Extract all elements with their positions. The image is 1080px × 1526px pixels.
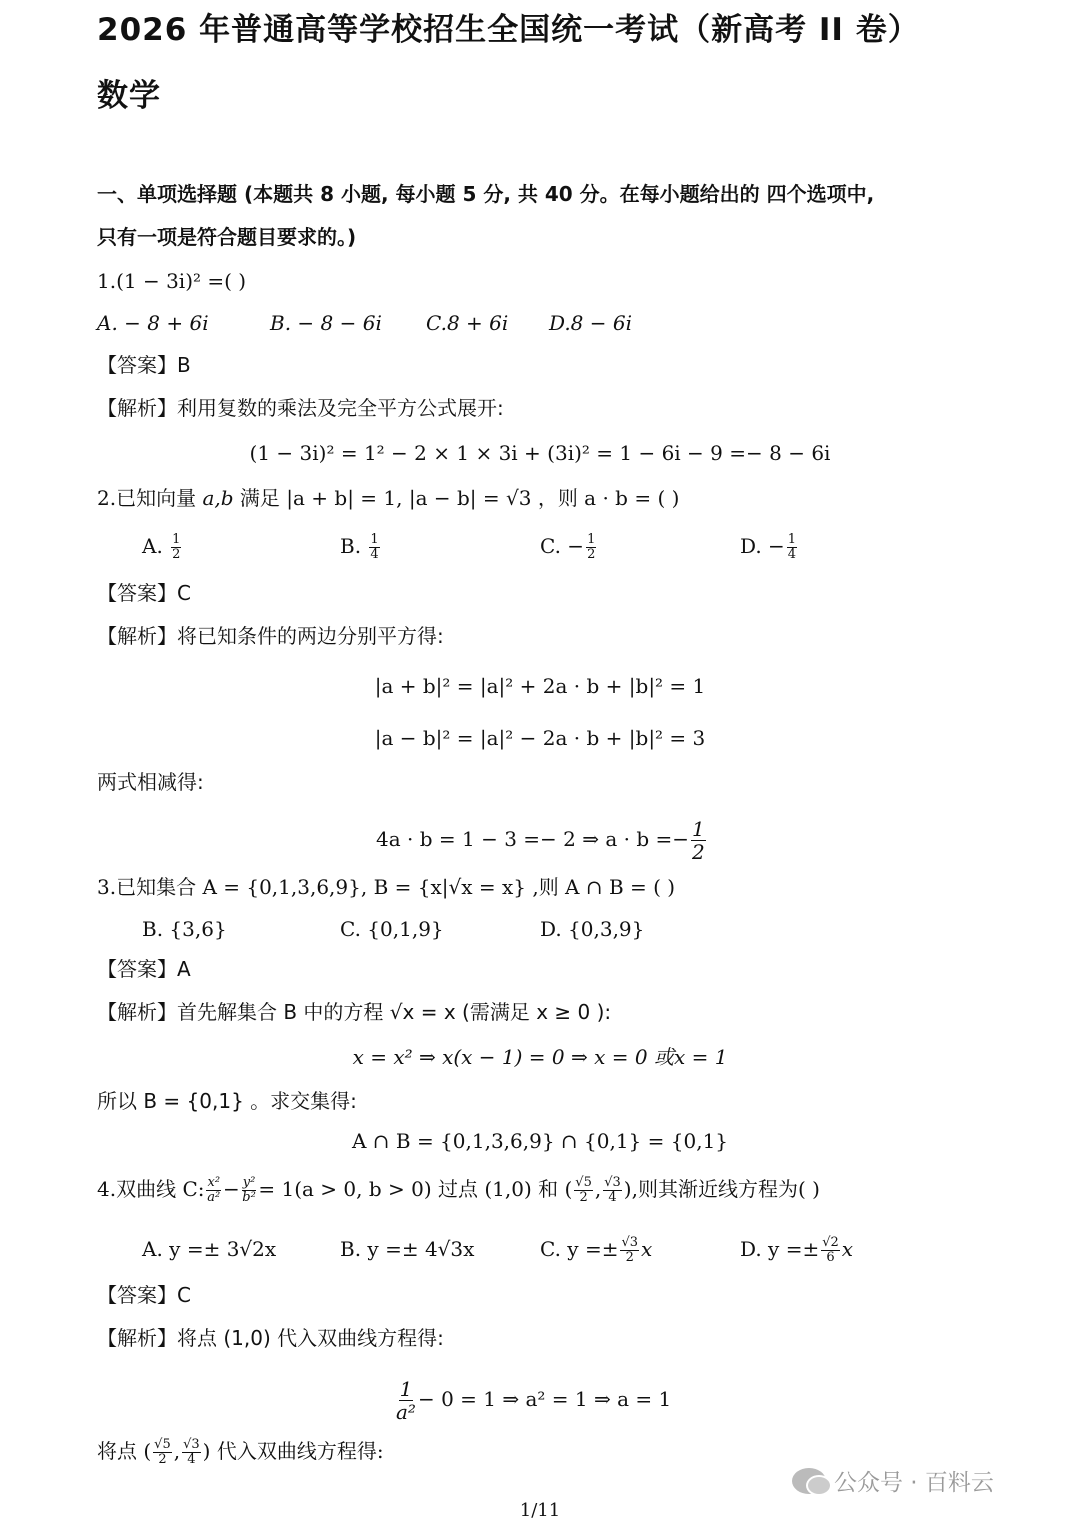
q3-option-c: C. {0,1,9} <box>340 917 444 941</box>
q2-option-d-label: D. − <box>740 534 785 558</box>
q4-option-b: B. y =± 4√3x <box>340 1237 475 1261</box>
q4-option-c: C. y =± $\frac{√3}{2}$ x <box>540 1235 653 1265</box>
q2-equation-3-den: 2 <box>692 840 705 864</box>
q4-last-p1-den: 2 <box>158 1452 167 1467</box>
q4-fy-num: y² <box>242 1175 256 1190</box>
q4-analysis: 【解析】将点 (1,0) 代入双曲线方程得: <box>97 1326 444 1350</box>
q1-analysis: 【解析】利用复数的乘法及完全平方公式展开: <box>97 396 504 420</box>
q4-stem: 4.双曲线 C: $\frac{\text{x²}}{\text{a²}}$ − $\frac{\text{y²}}{\text{b²}}$ = 1(a > 0, b > 0) 过点 (1,0) 和 ( $\frac{√5}{2}$ , $\frac{√3}{4}$ ),则其渐近线方程为( ) <box>97 1175 820 1205</box>
q4-last-a: 将点 <box>97 1439 137 1463</box>
watermark-text: 公众号 · 百料云 <box>834 1470 994 1496</box>
q4-p2-num: √3 <box>604 1175 621 1190</box>
section-header-line2: 只有一项是符合题目要求的。) <box>97 225 357 249</box>
q2-option-a-label: A. <box>142 534 170 558</box>
q1-option-d: D.8 − 6i <box>549 311 632 335</box>
q2-option-c <box>540 533 598 562</box>
q2-analysis: 【解析】将已知条件的两边分别平方得: <box>97 624 444 648</box>
q4-option-d-den: 6 <box>826 1250 835 1265</box>
q4-equation-1-den: a² <box>396 1400 416 1424</box>
q4-p1-den: 2 <box>579 1190 588 1205</box>
q4-equation-1-rest: − 0 = 1 ⇒ a² = 1 ⇒ a = 1 <box>417 1387 672 1411</box>
q2-equation-1: |a + b|² = |a|² + 2a · b + |b|² = 1 <box>374 674 706 698</box>
q4-last-p1-num: √5 <box>154 1437 171 1452</box>
q4-stem-a: 4.双曲线 C: <box>97 1177 205 1201</box>
q1-equation: (1 − 3i)² = 1² − 2 × 1 × 3i + (3i)² = 1 − 6i − 9 =− 8 − 6i <box>249 441 831 465</box>
q2-option-b-num: 1 <box>370 532 379 547</box>
subject-title: 数学 <box>97 78 161 114</box>
q1-option-b: B. − 8 − 6i <box>270 311 382 335</box>
q1-option-a: A. − 8 + 6i <box>97 311 209 335</box>
q2-equation-3-num: 1 <box>692 817 705 841</box>
q3-answer: 【答案】A <box>97 957 191 981</box>
q3-equation-2: A ∩ B = {0,1,3,6,9} ∩ {0,1} = {0,1} <box>351 1129 729 1153</box>
watermark <box>792 1464 994 1497</box>
section-header-line1: 一、单项选择题 (本题共 8 小题, 每小题 5 分, 共 40 分。在每小题给出的 四个选项中, <box>97 182 875 206</box>
q4-option-d: D. y =± $\frac{√2}{6}$ x <box>740 1235 854 1265</box>
q4-stem-c: ,则其渐近线方程为( ) <box>631 1177 820 1201</box>
q4-last-p2-den: 4 <box>187 1452 196 1467</box>
q4-last-p2-num: √3 <box>183 1437 200 1452</box>
q2-stem-vars: a,b <box>202 486 234 510</box>
q4-p2-den: 4 <box>608 1190 617 1205</box>
q3-analysis: 【解析】首先解集合 B 中的方程 √x = x (需满足 x ≥ 0 ): <box>97 1000 612 1024</box>
q4-fx-num: x² <box>207 1175 221 1190</box>
page-number: 1/11 <box>519 1500 561 1521</box>
q4-last-line: 将点 ( $\frac{√5}{2}$ , $\frac{√3}{4}$ ) 代入双曲线方程得: <box>97 1437 384 1467</box>
q4-equation-1-num: 1 <box>399 1377 413 1401</box>
q2-stem <box>97 485 679 511</box>
q4-p1-num: √5 <box>575 1175 592 1190</box>
q2-option-c-num: 1 <box>587 532 596 547</box>
q2-equation-3-left: 4a · b = 1 − 3 =− 2 ⇒ a · b =− <box>376 827 690 851</box>
q2-note: 两式相减得: <box>97 770 204 794</box>
q1-answer: 【答案】B <box>97 353 191 377</box>
q2-option-b-den: 4 <box>370 547 379 562</box>
q2-option-c-den: 2 <box>587 547 596 562</box>
q2-option-b-label: B. <box>340 534 368 558</box>
q4-option-a: A. y =± 3√2x <box>142 1237 277 1261</box>
q4-option-d-label: D. y =± <box>740 1237 820 1261</box>
q2-option-d-num: 1 <box>787 532 797 547</box>
q2-equation-3 <box>376 818 708 863</box>
exam-title: 2026 年普通高等学校招生全国统一考试（新高考 II 卷） <box>97 12 920 48</box>
q2-equation-2: |a − b|² = |a|² − 2a · b + |b|² = 3 <box>374 726 706 750</box>
q4-fy-den: b² <box>242 1190 256 1205</box>
q4-option-d-num: √2 <box>822 1235 839 1250</box>
q2-option-a-den: 2 <box>172 547 181 562</box>
q2-answer: 【答案】C <box>97 581 191 605</box>
q3-option-b: B. {3,6} <box>142 917 227 941</box>
q4-option-c-num: √3 <box>621 1235 639 1250</box>
q2-option-c-label: C. − <box>540 534 585 558</box>
q2-stem-mid: 满足 |a + b| = 1, |a − b| = √3 ，则 a · b = ( ) <box>233 486 680 510</box>
q3-stem: 3.已知集合 A = {0,1,3,6,9}, B = {x|√x = x} ,则 A ∩ B = ( ) <box>97 875 676 899</box>
q2-stem-prefix: 2.已知向量 <box>97 486 203 510</box>
q4-equation-1 <box>394 1378 671 1423</box>
q2-option-d-den: 4 <box>787 547 797 562</box>
q2-option-a <box>142 533 183 562</box>
q4-stem-b: = 1(a > 0, b > 0) 过点 (1,0) 和 <box>258 1177 559 1201</box>
q4-fx-den: a² <box>207 1190 221 1205</box>
q1-stem: 1.(1 − 3i)² =( ) <box>97 269 247 293</box>
q2-option-d <box>740 533 799 562</box>
q4-option-c-den: 2 <box>625 1250 634 1265</box>
q4-last-b: 代入双曲线方程得: <box>216 1439 384 1463</box>
q2-option-b <box>340 533 382 562</box>
q3-equation-1: x = x² ⇒ x(x − 1) = 0 ⇒ x = 0 或x = 1 <box>352 1045 728 1069</box>
q3-note: 所以 B = {0,1} 。求交集得: <box>97 1089 357 1113</box>
q1-option-c: C.8 + 6i <box>426 311 509 335</box>
q2-option-a-num: 1 <box>172 532 181 547</box>
wechat-logo-icon <box>792 1468 826 1494</box>
q3-option-d: D. {0,3,9} <box>540 917 645 941</box>
q4-answer: 【答案】C <box>97 1283 191 1307</box>
q4-option-c-label: C. y =± <box>540 1237 619 1261</box>
